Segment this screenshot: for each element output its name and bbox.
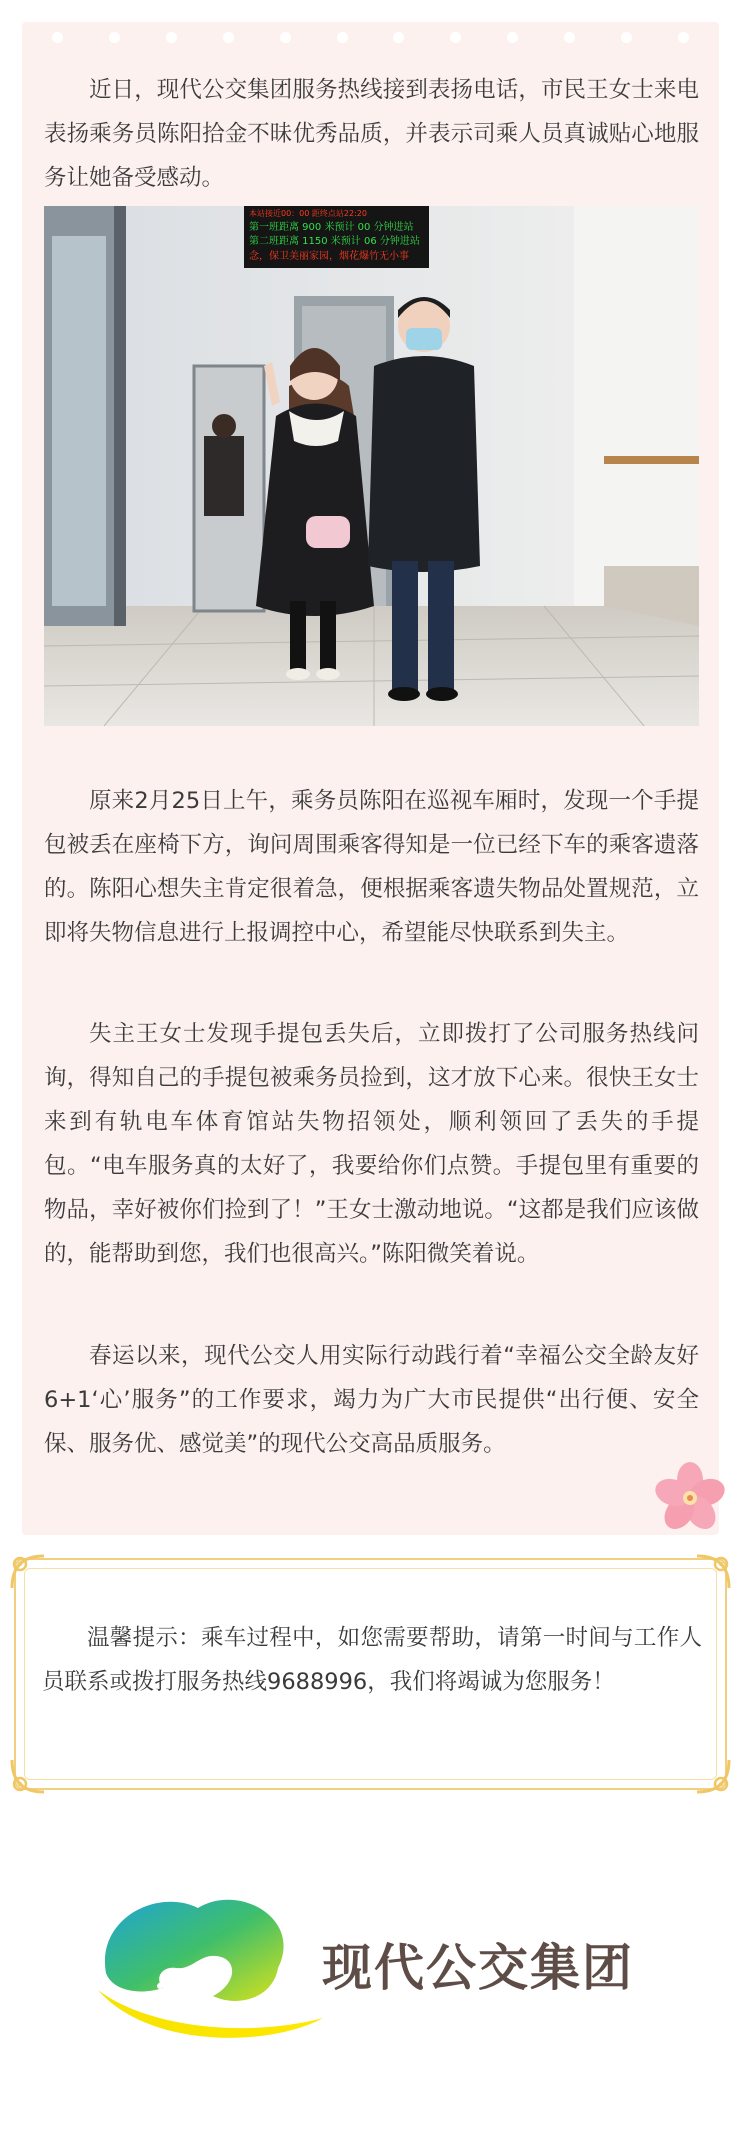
article-photo [44,206,699,726]
photo-station-scene [44,206,699,726]
tip-text: 温馨提示：乘车过程中，如您需要帮助，请第一时间与工作人员联系或拨打服务热线9688996，我们将竭诚为您服务！ [42,1625,702,1695]
corner-ornament-icon [693,1756,733,1796]
cherry-blossom-icon [650,1458,730,1538]
corner-ornament-icon [693,1552,733,1592]
paragraph-intro: 近日，现代公交集团服务热线接到表扬电话，市民王女士来电表扬乘务员陈阳拾金不昧优秀品质，并表示司乘人员真诚贴心地服务让她备受感动。 [44,77,699,191]
company-logo-icon [88,1878,328,2048]
led-line-status: 本站接近00：00 距终点站22:20 [249,209,367,218]
article-card [22,22,719,1535]
paragraph-return: 失主王女士发现手提包丢失后，立即拨打了公司服务热线问询，得知自己的手提包被乘务员捡到，这才放下心来。很快王女士来到有轨电车体育馆站失物招领处，顺利领回了丢失的手提包。“电车服务真的太好了，我要给你们点赞。手提包里有重要的物品，幸好被你们捡到了！”王女士激动地说。“这都是我们应该做的，能帮助到您，我们也很高兴。”陈阳微笑着说。 [44,1021,699,1267]
brand-name: 现代公交集团 [322,1939,634,1997]
corner-ornament-icon [8,1756,48,1796]
led-line-first: 第一班距离 900 米预计 00 分钟进站 [249,222,414,233]
paragraph-summary: 春运以来，现代公交人用实际行动践行着“幸福公交全龄友好6+1‘心’服务”的工作要求，竭力为广大市民提供“出行便、安全保、服务优、感觉美”的现代公交高品质服务。 [44,1343,699,1457]
tip-box [14,1558,727,1790]
led-line-second: 第二班距离 1150 米预计 06 分钟进站 [249,236,420,247]
led-line-notice: 念，保卫美丽家园，烟花爆竹无小事 [249,251,409,262]
top-dots-decoration [52,32,689,46]
paragraph-event: 原来2月25日上午，乘务员陈阳在巡视车厢时，发现一个手提包被丢在座椅下方，询问周围乘客得知是一位已经下车的乘客遗落的。陈阳心想失主肯定很着急，便根据乘客遗失物品处置规范，立即将失物信息进行上报调控中心，希望能尽快联系到失主。 [44,788,699,946]
corner-ornament-icon [8,1552,48,1592]
